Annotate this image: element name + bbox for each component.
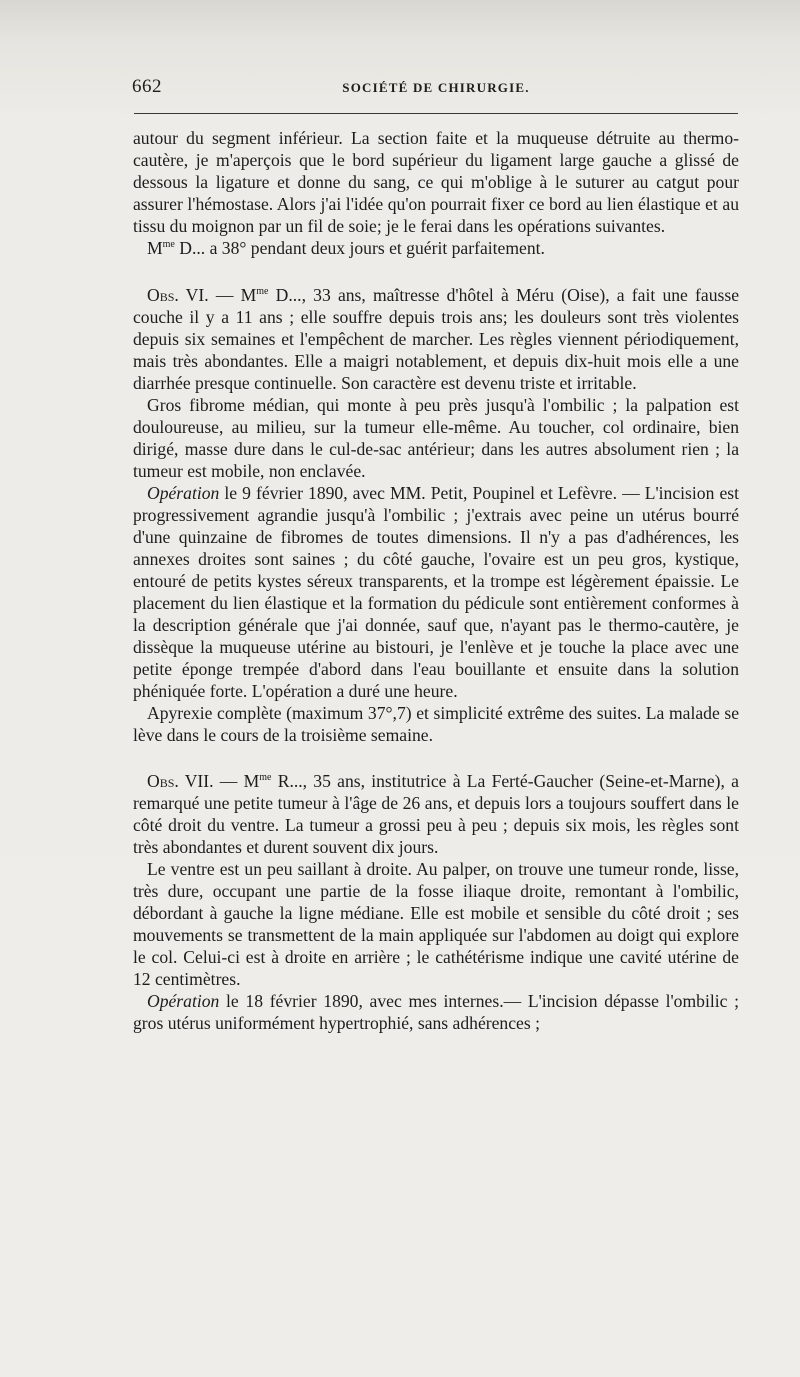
mme-superscript: me	[259, 772, 272, 784]
observation-label: Obs. VI.	[147, 285, 209, 305]
running-title: SOCIÉTÉ DE CHIRURGIE.	[342, 80, 530, 95]
page-header	[132, 76, 740, 100]
header-rule	[134, 113, 738, 114]
operation-lead: Opération	[147, 483, 220, 503]
observation-dash: —	[213, 771, 244, 791]
paragraph-1: autour du segment inférieur. La section faite et la muqueuse détruite au thermo-cautère, je m'aperçois que le bord supérieur du ligament large gauche a glissé de dessous la ligature et donne du sang, ce qui m'oblige à le suturer au catgut pour assurer l'hémostase. Alors j'ai l'idée qu'on pourrait fixer ce bord au lien élastique et au tissu du moignon par un fil de soie; je le ferai dans les opérations suivantes.	[133, 128, 739, 236]
paragraph-8: Le ventre est un peu saillant à droite. Au palper, on trouve une tumeur ronde, lisse, très dure, occupant une partie de la fosse iliaque droite, remontant à l'ombilic, débordant à gauche la ligne médiane. Elle est mobile et sensible du côté droit ; ses mouvements se transmettent de la main appliquée sur l'abdomen au doigt qui explore le col. Celui-ci est à droite en arrière ; le cathétérisme indique une cavité utérine de 12 centimètres.	[133, 859, 739, 989]
paragraph-9	[133, 990, 739, 1034]
operation-lead: Opération	[147, 991, 220, 1011]
page-number: 662	[132, 76, 162, 97]
observation-dash: —	[208, 285, 241, 305]
mme-abbrev: M	[243, 771, 260, 791]
mme-superscript: me	[256, 286, 269, 298]
paragraph-5	[133, 482, 739, 702]
paragraph-5-text: le 9 février 1890, avec MM. Petit, Poupinel et Lefèvre. — L'incision est progressivement agrandie jusqu'à l'ombilic ; j'extrais avec peine un utérus bourré d'une quinzaine de fibromes de toutes dimensions. Il n'y a pas d'adhérences, les annexes droites sont saines ; du côté gauche, l'ovaire est un peu gros, kystique, entouré de petits kystes séreux transparents, et la trompe est légèrement épaissie. Le placement du lien élastique et la formation du pédicule sont entièrement conformes à la description générale que j'ai donnée, sauf que, n'ayant pas le thermo-cautère, je dissèque la muqueuse utérine au bistouri, je l'enlève et je touche la place avec une petite éponge trempée d'abord dans l'eau bouillante et ensuite dans la solution phéniquée forte. L'opération a duré une heure.	[133, 483, 739, 701]
observation-label: Obs. VII.	[147, 771, 214, 791]
mme-superscript: me	[162, 239, 175, 251]
paragraph-2	[133, 237, 739, 259]
paragraph-6: Apyrexie complète (maximum 37°,7) et simplicité extrême des suites. La malade se lève dans le cours de la troisième semaine.	[133, 703, 739, 745]
observation-7-text: R..., 35 ans, institutrice à La Ferté-Gaucher (Seine-et-Marne), a remarqué une petite tumeur à l'âge de 26 ans, et depuis lors a toujours souffert dans le côté droit du ventre. La tumeur a grossi peu à peu ; depuis six mois, les règles sont très abondantes et durent souvent dix jours.	[133, 771, 739, 857]
observation-6-text: D..., 33 ans, maîtresse d'hôtel à Méru (Oise), a fait une fausse couche il y a 11 ans ; elle souffre depuis trois ans; les douleurs sont très violentes depuis six semaines et l'empêchent de marcher. Les règles viennent périodiquement, mais très abondantes. Elle a maigri notablement, et depuis dix-huit mois elle a une diarrhée presque continuelle. Son caractère est devenu triste et irritable.	[133, 285, 740, 393]
body-text	[133, 127, 739, 1034]
paragraph-2-text: D... a 38° pendant deux jours et guérit parfaitement.	[174, 238, 545, 258]
mme-abbrev: M	[240, 285, 257, 305]
observation-7	[133, 770, 739, 858]
paragraph-4: Gros fibrome médian, qui monte à peu près jusqu'à l'ombilic ; la palpation est douloureuse, au milieu, sur la tumeur elle-même. Au toucher, col ordinaire, bien dirigé, masse dure dans le cul-de-sac antérieur; dans les autres absolument rien ; la tumeur est mobile, non enclavée.	[133, 395, 739, 481]
observation-6	[133, 284, 739, 394]
paragraph-9-text: le 18 février 1890, avec mes internes.— L'incision dépasse l'ombilic ; gros utérus uniformément hypertrophié, sans adhérences ;	[133, 991, 739, 1033]
mme-abbrev: M	[147, 238, 163, 258]
